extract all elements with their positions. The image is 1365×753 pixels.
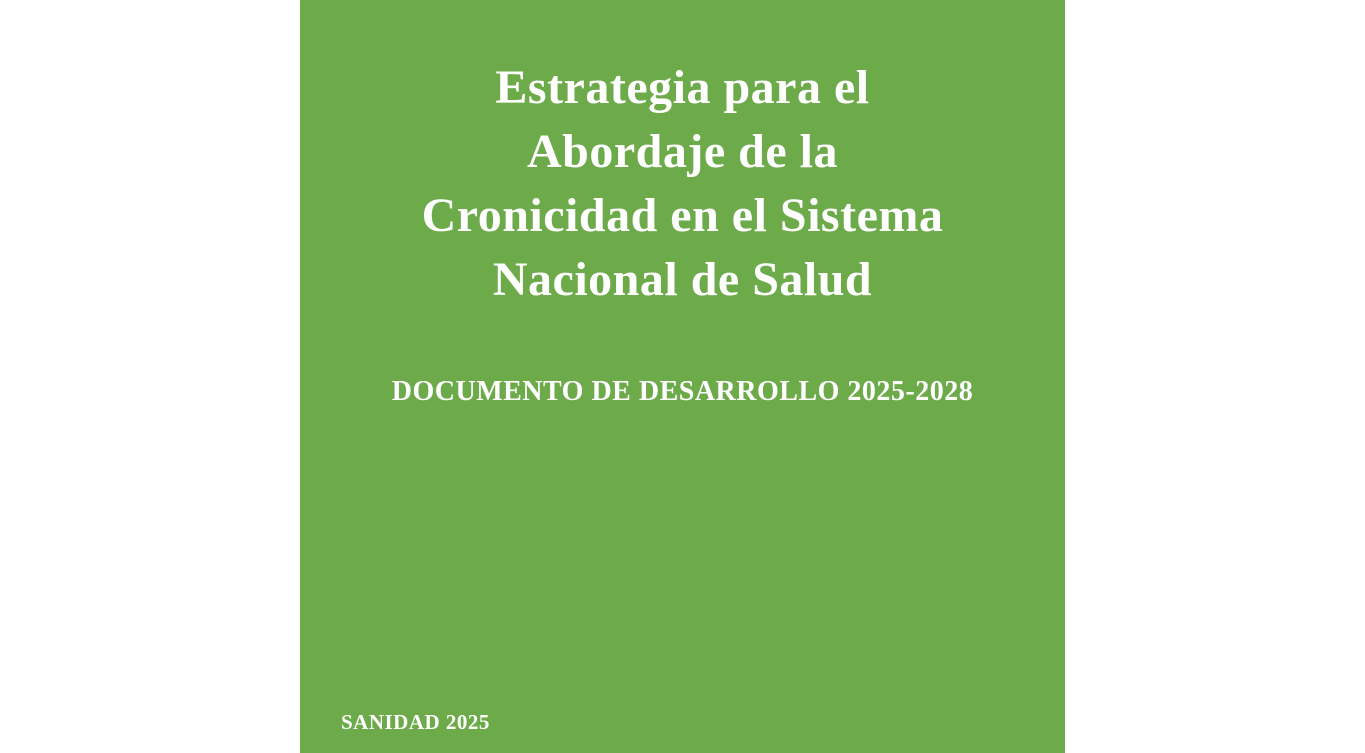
cover-panel <box>300 0 1065 753</box>
cover-subtitle: DOCUMENTO DE DESARROLLO 2025-2028 <box>391 376 974 407</box>
cover-title-line-4: Nacional de Salud <box>492 253 873 306</box>
cover-title-line-2: Abordaje de la <box>527 125 838 178</box>
cover-title <box>300 56 1065 312</box>
cover-title-line-3: Cronicidad en el Sistema <box>421 189 944 242</box>
cover-footer: SANIDAD 2025 <box>341 710 490 734</box>
cover-title-line-1: Estrategia para el <box>495 61 870 114</box>
